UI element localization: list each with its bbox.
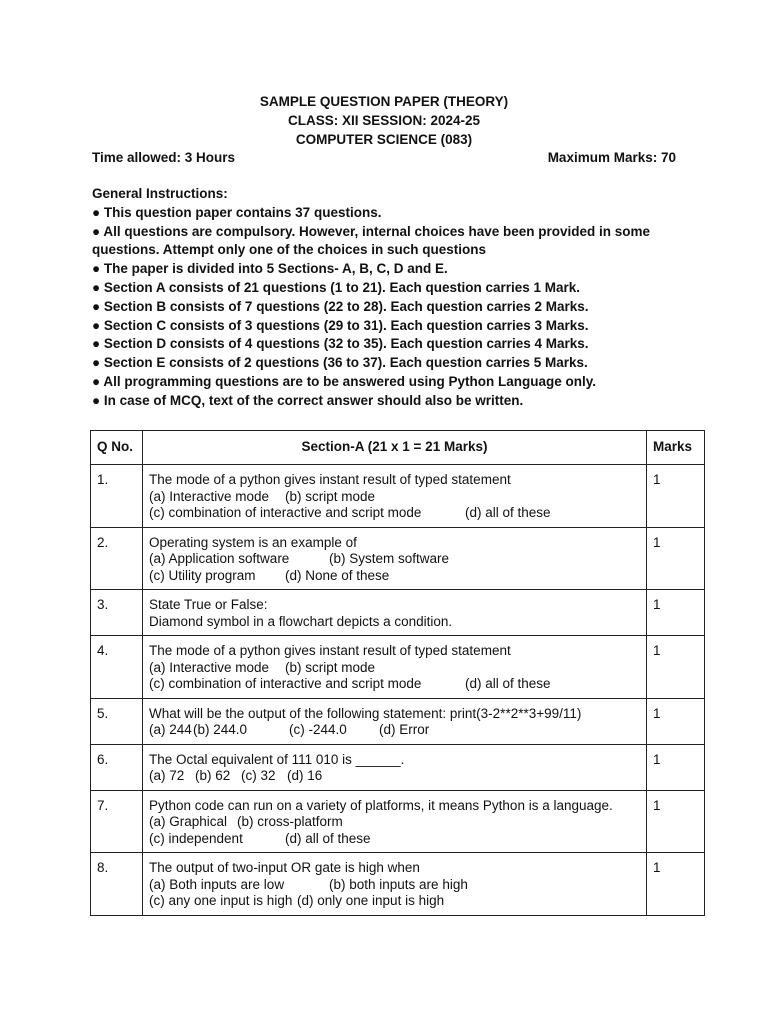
table-header-row [91,431,705,465]
header-qno: Q No. [91,431,143,465]
option-text: (c) Utility program [149,567,256,583]
header-marks: Marks [647,431,705,465]
question-number: 5. [91,698,143,744]
question-stem [149,597,640,614]
option-text: (b) cross-platform [237,814,343,829]
time-allowed: Time allowed: 3 Hours [92,150,236,165]
table-row [91,527,705,590]
question-table [90,430,705,916]
table-row [91,853,705,916]
instruction-item: ● This question paper contains 37 questions. [92,204,382,220]
stem-text: State True or False: [149,597,268,612]
question-number: 1. [91,465,143,528]
option-text: Diamond symbol in a flowchart depicts a condition. [149,613,453,629]
option-text: (c) independent [149,830,243,846]
table-row [91,790,705,853]
question-stem [149,860,640,877]
instruction-item: questions. Attempt only one of the choices in such questions [92,242,487,258]
question-options [149,614,640,631]
stem-text: The output of two-input OR gate is high when [149,860,420,875]
general-instructions [92,185,682,411]
question-options [149,768,640,785]
question-options [149,505,640,522]
option-text: (d) all of these [465,676,551,691]
question-stem [149,706,640,723]
stem-text: The Octal equivalent of 111 010 is ______. [149,751,405,767]
question-marks: 1 [647,790,705,853]
question-options [149,877,640,894]
instruction-item: ● In case of MCQ, text of the correct answer should also be written. [92,392,524,408]
question-options [149,568,640,585]
option-text: (a) Interactive mode [149,488,270,504]
option-text: (b) System software [329,551,450,566]
question-marks: 1 [647,590,705,636]
option-text: (a) Both inputs are low [149,876,285,892]
table-row [91,465,705,528]
question-stem [149,643,640,660]
option-text: (a) Application software [149,551,290,566]
stem-text: Python code can run on a variety of platforms, it means Python is a language. [149,797,613,813]
question-number: 3. [91,590,143,636]
question-text [143,853,647,916]
maximum-marks: Maximum Marks: 70 [547,150,676,165]
question-stem [149,798,640,815]
option-text: (a) 244 [149,722,192,737]
question-options [149,676,640,693]
question-options [149,893,640,910]
instruction-item: ● Section C consists of 3 questions (29 to 31). Each question carries 3 Marks. [92,317,589,333]
question-options [149,831,640,848]
instruction-item: ● Section D consists of 4 questions (32 to 35). Each question carries 4 Marks. [92,336,589,352]
option-text: (a) Graphical [149,814,228,829]
question-options [149,660,640,677]
question-marks: 1 [647,853,705,916]
question-stem [149,535,640,552]
option-text: (c) combination of interactive and script mode [149,676,422,691]
meta-row [92,148,676,167]
instruction-item: ● Section B consists of 7 questions (22 to 28). Each question carries 2 Marks. [92,298,589,314]
question-marks: 1 [647,744,705,790]
instructions-list [92,204,682,411]
question-options [149,722,640,739]
instruction-item: ● Section A consists of 21 questions (1 to 21). Each question carries 1 Mark. [92,279,581,295]
paper-title: SAMPLE QUESTION PAPER (THEORY) [259,94,509,109]
option-text: (d) Error [379,722,430,737]
table-row [91,636,705,699]
stem-text: The mode of a python gives instant result of typed statement [149,472,511,487]
option-text: (d) None of these [285,567,390,583]
option-text: (d) all of these [285,830,371,846]
option-text: (b) script mode [285,488,376,504]
instruction-item: ● Section E consists of 2 questions (36 to 37). Each question carries 5 Marks. [92,355,588,371]
subject-title: COMPUTER SCIENCE (083) [295,132,473,147]
question-text [143,790,647,853]
instruction-item: ● All questions are compulsory. However, internal choices have been provided in some [92,223,651,239]
option-text: (c) any one input is high [149,893,293,908]
question-marks: 1 [647,636,705,699]
question-text [143,698,647,744]
table-row [91,590,705,636]
option-text: (d) only one input is high [297,893,445,908]
question-number: 7. [91,790,143,853]
option-text: (b) script mode [285,659,376,675]
question-marks: 1 [647,465,705,528]
question-rows [91,465,705,916]
question-text [143,590,647,636]
class-session: CLASS: XII SESSION: 2024-25 [287,113,481,128]
table-row [91,744,705,790]
stem-text: The mode of a python gives instant result of typed statement [149,643,511,658]
question-options [149,489,640,506]
stem-text: What will be the output of the following statement: print(3-2**2**3+99/11) [149,705,582,721]
instruction-item: ● All programming questions are to be answered using Python Language only. [92,373,596,389]
question-marks: 1 [647,698,705,744]
option-text: (d) 16 [287,768,323,783]
option-text: (b) 62 [195,768,231,783]
question-stem [149,752,640,769]
stem-text: Operating system is an example of [149,534,357,550]
question-number: 8. [91,853,143,916]
option-text: (a) 72 [149,768,185,783]
paper-header [0,92,768,149]
instructions-title: General Instructions: [92,186,228,201]
question-text [143,744,647,790]
option-text: (c) -244.0 [289,722,347,737]
option-text: (a) Interactive mode [149,659,270,675]
question-text [143,465,647,528]
question-stem [149,472,640,489]
header-section: Section-A (21 x 1 = 21 Marks) [143,431,647,465]
question-text [143,636,647,699]
option-text: (b) 244.0 [193,722,248,737]
table-row [91,698,705,744]
question-options [149,551,640,568]
question-text [143,527,647,590]
option-text: (d) all of these [465,505,551,520]
question-number: 2. [91,527,143,590]
instruction-item: ● The paper is divided into 5 Sections- A, B, C, D and E. [92,261,448,277]
option-text: (c) 32 [241,768,276,783]
question-options [149,814,640,831]
option-text: (c) combination of interactive and script mode [149,505,422,520]
question-number: 4. [91,636,143,699]
option-text: (b) both inputs are high [329,876,468,892]
question-marks: 1 [647,527,705,590]
question-number: 6. [91,744,143,790]
